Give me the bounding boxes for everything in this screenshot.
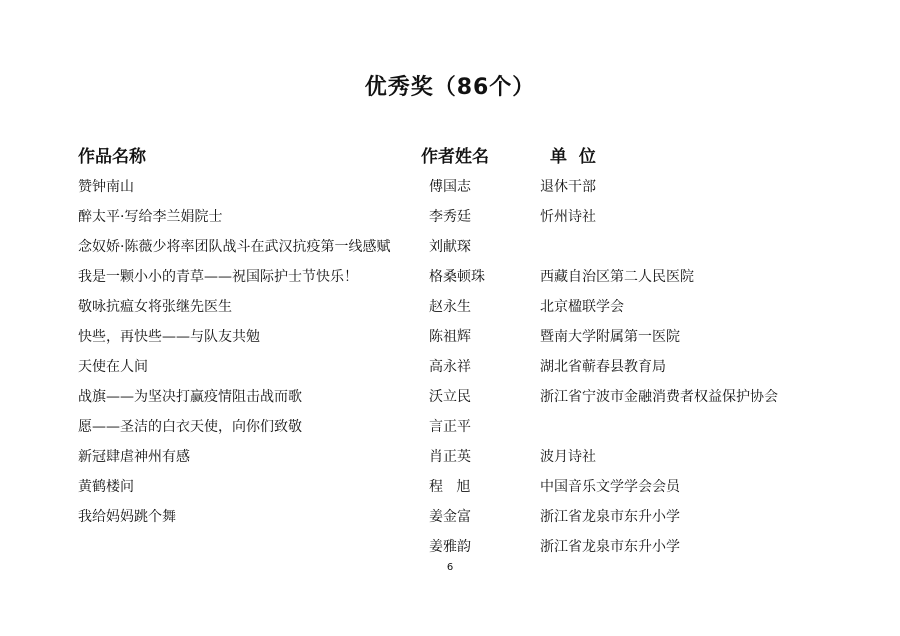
award-row (0, 508, 900, 538)
author-name: 言正平 (429, 419, 471, 435)
work-title: 黄鹤楼问 (78, 479, 134, 495)
award-row (0, 388, 900, 418)
award-list (0, 178, 900, 568)
award-row (0, 178, 900, 208)
work-title: 念奴娇·陈薇少将率团队战斗在武汉抗疫第一线感赋 (78, 239, 391, 255)
author-name: 刘献琛 (429, 239, 471, 255)
unit-name: 浙江省龙泉市东升小学 (540, 509, 680, 525)
award-row (0, 208, 900, 238)
author-name: 陈祖辉 (429, 329, 471, 345)
work-title: 战旗——为坚决打赢疫情阻击战而歌 (78, 389, 302, 405)
unit-name: 退休干部 (540, 179, 596, 195)
award-row (0, 358, 900, 388)
unit-name: 湖北省蕲春县教育局 (540, 359, 666, 375)
unit-name: 西藏自治区第二人民医院 (540, 269, 694, 285)
author-name: 傅国志 (429, 179, 471, 195)
work-title: 天使在人间 (78, 359, 148, 375)
author-name: 格桑顿珠 (429, 269, 485, 285)
column-header-work: 作品名称 (78, 147, 146, 167)
page-title: 优秀奖（86个） (364, 75, 536, 100)
work-title: 赞钟南山 (78, 179, 134, 195)
column-header-unit: 单 位 (550, 147, 596, 167)
work-title: 敬咏抗瘟女将张继先医生 (78, 299, 232, 315)
work-title: 新冠肆虐神州有感 (78, 449, 190, 465)
author-name: 高永祥 (429, 359, 471, 375)
author-name: 沃立民 (429, 389, 471, 405)
author-name: 姜雅韵 (429, 539, 471, 555)
author-name: 姜金富 (429, 509, 471, 525)
award-row (0, 448, 900, 478)
unit-name: 中国音乐文学学会会员 (540, 479, 680, 495)
unit-name: 忻州诗社 (540, 209, 596, 225)
unit-name: 浙江省龙泉市东升小学 (540, 539, 680, 555)
unit-name: 暨南大学附属第一医院 (540, 329, 680, 345)
unit-name: 北京楹联学会 (540, 299, 624, 315)
award-row (0, 478, 900, 508)
work-title: 我给妈妈跳个舞 (78, 509, 176, 525)
award-row (0, 268, 900, 298)
column-header-author: 作者姓名 (421, 147, 489, 167)
author-name: 程 旭 (429, 479, 471, 495)
work-title: 醉太平·写给李兰娟院士 (78, 209, 223, 225)
author-name: 赵永生 (429, 299, 471, 315)
award-row (0, 298, 900, 328)
unit-name: 波月诗社 (540, 449, 596, 465)
work-title: 愿——圣洁的白衣天使，向你们致敬 (78, 419, 302, 435)
award-row (0, 238, 900, 268)
award-row (0, 328, 900, 358)
work-title: 快些，再快些——与队友共勉 (78, 329, 260, 345)
unit-name: 浙江省宁波市金融消费者权益保护协会 (540, 389, 778, 405)
work-title: 我是一颗小小的青草——祝国际护士节快乐！ (78, 269, 358, 285)
award-row (0, 418, 900, 448)
author-name: 李秀廷 (429, 209, 471, 225)
author-name: 肖正英 (429, 449, 471, 465)
page-number: 6 (446, 562, 454, 573)
